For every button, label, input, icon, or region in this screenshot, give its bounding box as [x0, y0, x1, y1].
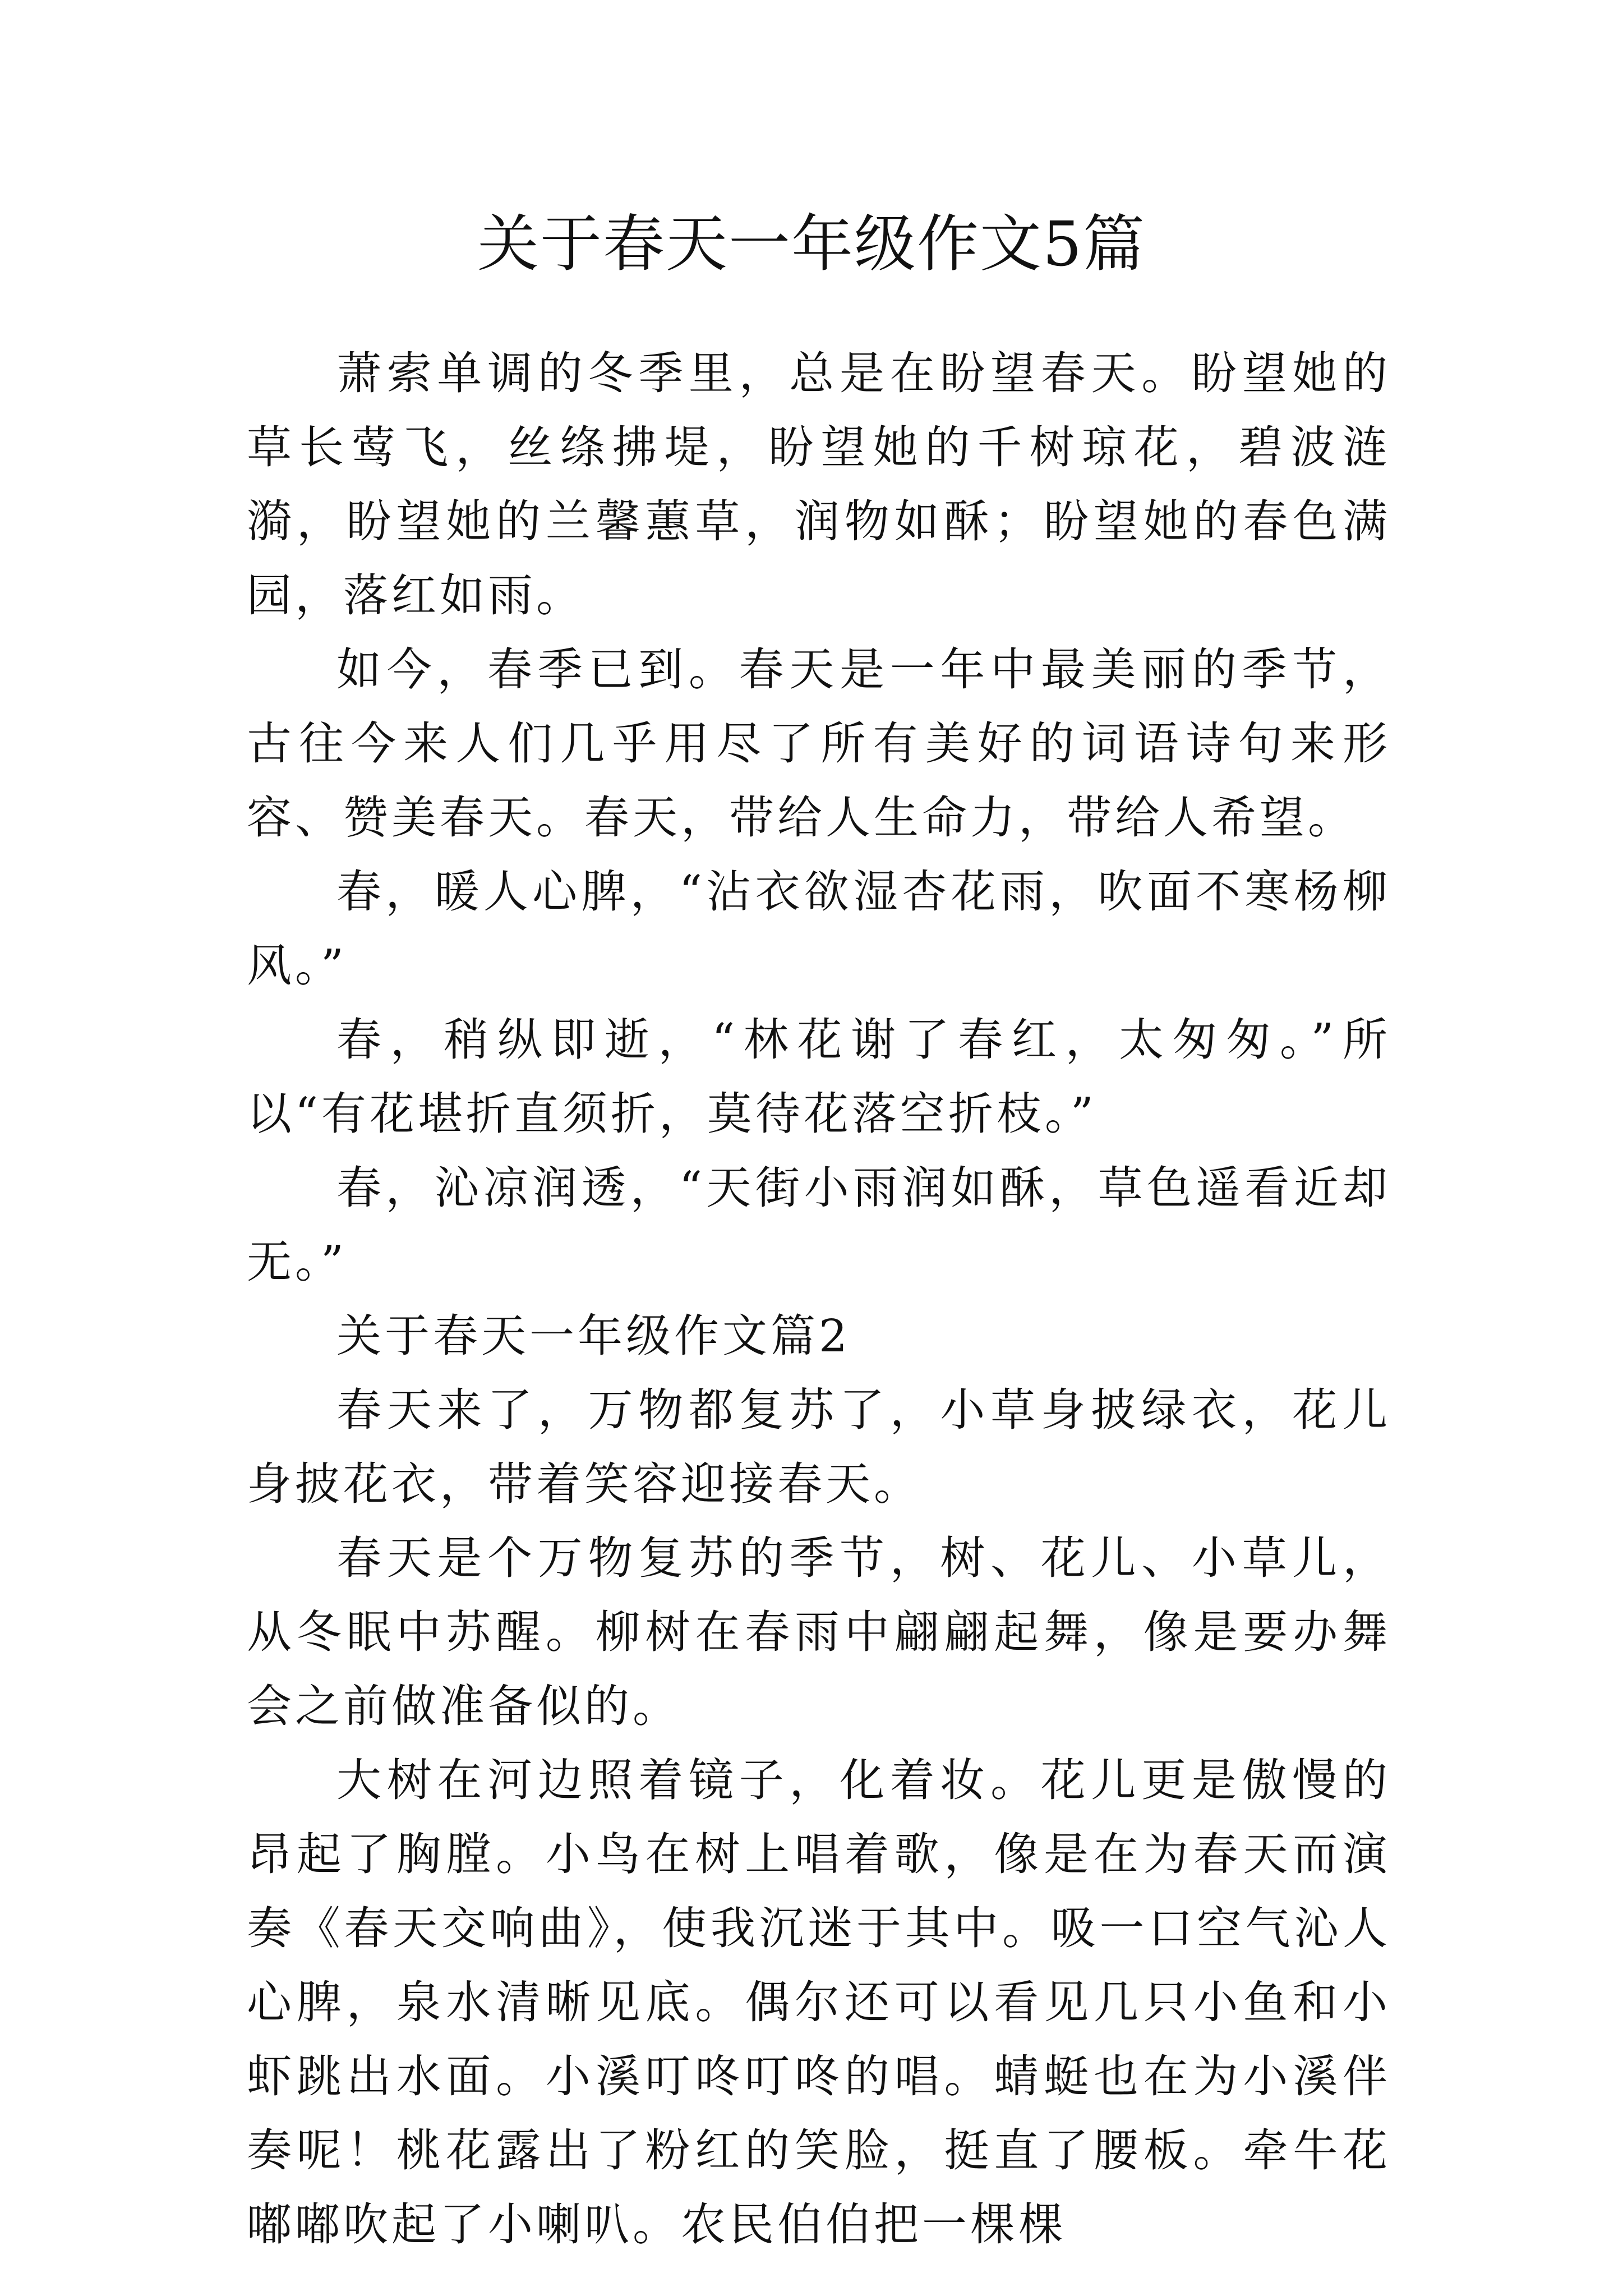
paragraph: 春，沁凉润透，“天街小雨润如酥，草色遥看近却无。” — [247, 1162, 1391, 1288]
document-body — [247, 337, 1391, 2262]
paragraph: 春，稍纵即逝，“林花谢了春红，太匆匆。”所以“有花堪折直须折，莫待花落空折枝。” — [247, 1014, 1391, 1140]
paragraph: 春天来了，万物都复苏了，小草身披绿衣，花儿身披花衣，带着笑容迎接春天。 — [247, 1384, 1391, 1510]
paragraph: 春天是个万物复苏的季节，树、花儿、小草儿，从冬眠中苏醒。柳树在春雨中翩翩起舞，像是要办舞会之前做准备似的。 — [247, 1532, 1391, 1732]
paragraph: 春，暖人心脾，“沾衣欲湿杏花雨，吹面不寒杨柳风。” — [247, 866, 1391, 992]
document-title: 关于春天一年级作文5篇 — [477, 208, 1146, 280]
section-heading: 关于春天一年级作文篇2 — [336, 1310, 851, 1362]
paragraph: 如今，春季已到。春天是一年中最美丽的季节，古往今来人们几乎用尽了所有美好的词语诗句来形容、赞美春天。春天，带给人生命力，带给人希望。 — [247, 643, 1391, 844]
paragraph: 萧索单调的冬季里，总是在盼望春天。盼望她的草长莺飞，丝绦拂堤，盼望她的千树琼花，碧波涟漪，盼望她的兰馨蕙草，润物如酥；盼望她的春色满园，落红如雨。 — [247, 347, 1391, 622]
paragraph: 大树在河边照着镜子，化着妆。花儿更是傲慢的昂起了胸膛。小鸟在树上唱着歌，像是在为春天而演奏《春天交响曲》，使我沉迷于其中。吸一口空气沁人心脾，泉水清晰见底。偶尔还可以看见几只小鱼和小虾跳出水面。小溪叮咚叮咚的唱。蜻蜓也在为小溪伴奏呢！桃花露出了粉红的笑脸，挺直了腰板。牵牛花嘟嘟吹起了小喇叭。农民伯伯把一棵棵 — [247, 1754, 1391, 2251]
